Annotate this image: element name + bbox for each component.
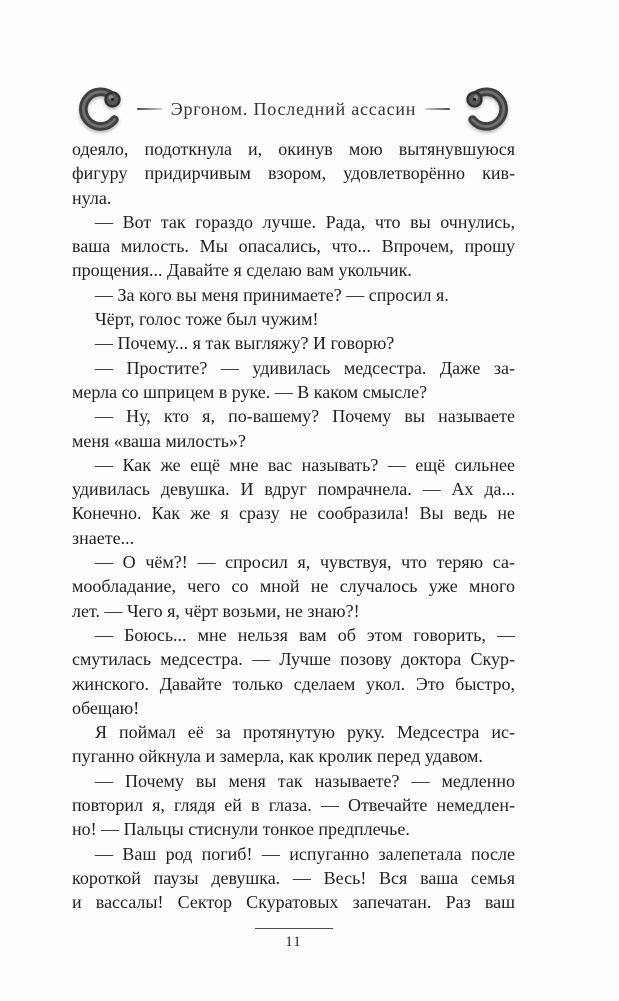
text-line: мообладание, чего со мной не случалось уже много [72, 576, 515, 597]
text-line: — За кого вы меня принимаете? — спросил я. [95, 284, 449, 305]
text-line: меня «ваша милость»? [72, 430, 246, 451]
text-line: Чёрт, голос тоже был чужим! [95, 309, 319, 330]
text-line: — О чём?! — спросил я, чувствуя, что теряю са- [95, 552, 515, 573]
text-line: обещаю! [72, 697, 140, 718]
text-line: нула. [72, 187, 112, 208]
header-rule-right [425, 108, 450, 110]
text-line: — Ваш род погиб! — испуганно залепетала после [95, 843, 515, 864]
header-rule-left [137, 108, 162, 110]
running-title: Эргоном. Последний ассасин [170, 98, 417, 119]
running-header [72, 84, 515, 134]
page-footer [72, 928, 515, 951]
text-line: — Боюсь... мне нельзя вам об этом говорить, — [95, 624, 515, 645]
page-number: 11 [285, 933, 302, 950]
hook-clasp-ornament-right-icon [459, 85, 515, 133]
text-line: одеяло, подоткнула и, окинув мою вытянувшуюся [72, 139, 515, 159]
text-line: прощения... Давайте я сделаю вам укольчик. [72, 260, 412, 281]
text-line: но! — Пальцы стиснули тонкое предплечье. [72, 819, 410, 840]
text-line: — Простите? — удивилась медсестра. Даже за- [95, 357, 515, 378]
text-line: пуганно ойкнула и замерла, как кролик перед удавом. [72, 746, 483, 767]
text-line: — Почему... я так выгляжу? И говорю? [95, 333, 395, 354]
text-line: — Почему вы меня так называете? — медленно [95, 770, 515, 791]
footer-rule [255, 928, 333, 929]
text-line: и вассалы! Сектор Скуратовых запечатан. Раз ваш [72, 892, 515, 913]
text-line: ваша милость. Мы опасались, что... Впрочем, прошу [72, 236, 515, 257]
text-line: Я поймал её за протянутую руку. Медсестра ис- [95, 722, 515, 743]
text-line: знаете... [72, 527, 135, 548]
text-line: фигуру придирчивым взором, удовлетворённо кив- [72, 163, 515, 184]
hook-clasp-ornament-left-icon [72, 85, 128, 133]
text-line: удивилась девушка. И вдруг помрачнела. — Ах да... [72, 479, 515, 500]
text-line: — Ну, кто я, по-вашему? Почему вы называете [95, 406, 515, 427]
text-line: смутилась медсестра. — Лучше позову доктора Скур- [72, 649, 515, 670]
text-line: короткой паузы девушка. — Весь! Вся ваша семья [72, 867, 515, 888]
text-line: повторил я, глядя ей в глаза. — Отвечайте немедлен- [72, 795, 515, 816]
text-line: жинского. Давайте только сделаем укол. Это быстро, [72, 673, 515, 694]
text-line: — Как же ещё мне вас называть? — ещё сильнее [95, 454, 515, 475]
content-column [72, 0, 515, 951]
text-line: — Вот так гораздо лучше. Рада, что вы очнулись, [95, 211, 515, 232]
text-block [72, 137, 515, 915]
text-line: лет. — Чего я, чёрт возьми, не знаю?! [72, 600, 360, 621]
text-line: мерла со шприцем в руке. — В каком смысле? [72, 381, 428, 402]
text-line: Конечно. Как же я сразу не сообразила! Вы ведь не [72, 503, 515, 524]
